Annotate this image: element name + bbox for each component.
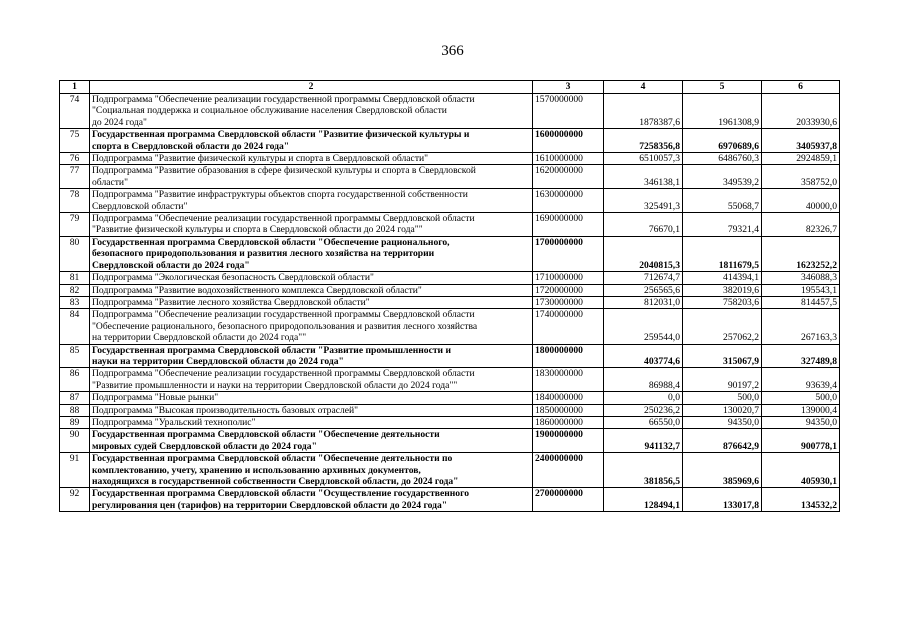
row-number: 77 [60,165,90,189]
program-name-line: Подпрограмма "Развитие лесного хозяйства Свердловской области" [92,296,370,308]
program-name-line: Подпрограмма "Обеспечение реализации государственной программы Свердловской области [92,368,475,380]
value-col4: 6510057,3 [604,153,683,165]
program-name [90,189,533,213]
program-name-line: Подпрограмма "Обеспечение реализации государственной программы Свердловской области [92,94,475,105]
row-number: 78 [60,189,90,213]
value-col6: 405930,1 [762,453,840,488]
table-row [60,272,840,284]
value-col5: 257062,2 [683,309,762,344]
value-col4: 381856,5 [604,453,683,488]
program-name-line: находящихся в государственной собственности Свердловской области, до 2024 года" [92,476,459,487]
value-col5: 758203,6 [683,296,762,308]
value-col6: 346088,3 [762,272,840,284]
program-name-line: Свердловской области до 2024 года" [92,259,250,271]
program-code: 1700000000 [533,236,604,271]
program-name-line: регулирования цен (тарифов) на территории Свердловской области до 2024 года" [92,499,448,511]
program-name [90,416,533,428]
table-row [60,213,840,237]
row-number: 82 [60,284,90,296]
program-name [90,488,533,512]
program-code: 1720000000 [533,284,604,296]
table-row [60,309,840,344]
program-name [90,284,533,296]
value-col6: 82326,7 [762,213,840,237]
value-col6: 40000,0 [762,189,840,213]
row-number: 90 [60,429,90,453]
value-col4: 7258356,8 [604,129,683,153]
program-name [90,272,533,284]
program-name-line: Подпрограмма "Высокая производительность базовых отраслей" [92,404,359,416]
table-row [60,392,840,404]
value-col6: 327489,8 [762,344,840,368]
value-col5: 876642,9 [683,429,762,453]
value-col6: 3405937,8 [762,129,840,153]
value-col5: 385969,6 [683,453,762,488]
table-header-row [60,81,840,94]
value-col6: 93639,4 [762,368,840,392]
row-number: 92 [60,488,90,512]
value-col4: 812031,0 [604,296,683,308]
row-number: 76 [60,153,90,165]
program-code: 1710000000 [533,272,604,284]
program-code: 1610000000 [533,153,604,165]
program-name [90,165,533,189]
value-col6: 94350,0 [762,416,840,428]
table-row [60,296,840,308]
program-code: 1730000000 [533,296,604,308]
program-code: 1740000000 [533,309,604,344]
program-name-line: Подпрограмма "Развитие физической культуры и спорта в Свердловской области" [92,153,429,165]
program-name-line: "Развитие физической культуры и спорта в Свердловской области до 2024 года"" [92,224,423,236]
program-name-line: мировых судей Свердловской области до 2024 года" [92,440,317,452]
value-col5: 90197,2 [683,368,762,392]
value-col6: 1623252,2 [762,236,840,271]
table-row [60,153,840,165]
value-col4: 76670,1 [604,213,683,237]
table-row [60,429,840,453]
program-name-line: Подпрограмма "Экологическая безопасность Свердловской области" [92,272,374,284]
program-name [90,213,533,237]
program-name [90,129,533,153]
value-col5: 500,0 [683,392,762,404]
program-name [90,236,533,271]
program-name-line: Государственная программа Свердловской области "Обеспечение рационального, [92,236,450,248]
program-name-line: Государственная программа Свердловской области "Обеспечение деятельности [92,429,440,441]
program-name-line: области" [92,176,128,188]
table-row [60,129,840,153]
row-number: 91 [60,453,90,488]
program-code: 1690000000 [533,213,604,237]
program-name-line: науки на территории Свердловской области до 2024 года" [92,355,344,367]
value-col4: 325491,3 [604,189,683,213]
value-col6: 134532,2 [762,488,840,512]
value-col5: 133017,8 [683,488,762,512]
row-number: 89 [60,416,90,428]
column-header: 1 [60,81,90,94]
program-name [90,368,533,392]
value-col6: 2924859,1 [762,153,840,165]
table-row [60,404,840,416]
row-number: 74 [60,94,90,129]
program-name [90,296,533,308]
column-header: 5 [683,81,762,94]
column-header: 6 [762,81,840,94]
value-col4: 346138,1 [604,165,683,189]
program-name-line: Подпрограмма "Развитие инфраструктуры объектов спорта государственной собственности [92,189,468,201]
row-number: 75 [60,129,90,153]
program-name-line: безопасного природопользования и развития лесного хозяйства на территории [92,248,435,260]
program-name-line: спорта в Свердловской области до 2024 года" [92,140,290,152]
program-code: 1600000000 [533,129,604,153]
program-code: 1630000000 [533,189,604,213]
value-col5: 94350,0 [683,416,762,428]
program-code: 2700000000 [533,488,604,512]
value-col4: 1878387,6 [604,94,683,129]
column-header: 4 [604,81,683,94]
program-name-line: Подпрограмма "Развитие образования в сфере физической культуры и спорта в Свердловской [92,165,476,177]
value-col4: 128494,1 [604,488,683,512]
value-col6: 267163,3 [762,309,840,344]
program-name-line: Государственная программа Свердловской области "Обеспечение деятельности по [92,453,453,465]
program-code: 1840000000 [533,392,604,404]
value-col6: 195543,1 [762,284,840,296]
program-code: 1570000000 [533,94,604,129]
program-name [90,153,533,165]
program-name-line: Государственная программа Свердловской области "Развитие физической культуры и [92,129,470,141]
value-col4: 2040815,3 [604,236,683,271]
program-name-line: Подпрограмма "Уральский технополис" [92,416,256,428]
row-number: 83 [60,296,90,308]
program-code: 2400000000 [533,453,604,488]
row-number: 84 [60,309,90,344]
value-col6: 900778,1 [762,429,840,453]
value-col4: 86988,4 [604,368,683,392]
table-row [60,453,840,488]
value-col5: 79321,4 [683,213,762,237]
program-name [90,404,533,416]
table-row [60,94,840,129]
program-name-line: Свердловской области" [92,200,188,212]
program-name [90,344,533,368]
program-code: 1900000000 [533,429,604,453]
value-col4: 0,0 [604,392,683,404]
value-col4: 941132,7 [604,429,683,453]
row-number: 79 [60,213,90,237]
value-col6: 814457,5 [762,296,840,308]
row-number: 86 [60,368,90,392]
column-header: 2 [90,81,533,94]
value-col4: 66550,0 [604,416,683,428]
value-col6: 500,0 [762,392,840,404]
program-name [90,309,533,344]
program-name-line: Государственная программа Свердловской области "Развитие промышленности и [92,344,452,356]
value-col5: 130020,7 [683,404,762,416]
table-row [60,416,840,428]
value-col5: 382019,6 [683,284,762,296]
program-name [90,94,533,129]
program-name-line: Подпрограмма "Новые рынки" [92,392,219,404]
program-name [90,453,533,488]
value-col6: 358752,0 [762,165,840,189]
value-col5: 414394,1 [683,272,762,284]
table-row [60,189,840,213]
table-row [60,284,840,296]
row-number: 88 [60,404,90,416]
program-name-line: комплектованию, учету, хранению и использованию архивных документов, [92,464,421,476]
table-row [60,165,840,189]
value-col5: 6970689,6 [683,129,762,153]
value-col4: 256565,6 [604,284,683,296]
value-col4: 712674,7 [604,272,683,284]
row-number: 81 [60,272,90,284]
program-name-line: до 2024 года" [92,116,147,128]
value-col5: 315067,9 [683,344,762,368]
row-number: 85 [60,344,90,368]
table-row [60,368,840,392]
program-name-line: Подпрограмма "Обеспечение реализации государственной программы Свердловской области [92,213,475,225]
row-number: 87 [60,392,90,404]
table-row [60,344,840,368]
value-col5: 1811679,5 [683,236,762,271]
column-header: 3 [533,81,604,94]
budget-table [59,80,840,512]
program-code: 1860000000 [533,416,604,428]
program-name-line: "Развитие промышленности и науки на территории Свердловской области до 2024 года"" [92,379,458,391]
program-name-line: "Социальная поддержка и социальное обслуживание населения Свердловской области [92,105,447,117]
program-name-line: Государственная программа Свердловской области "Осуществление государственного [92,488,470,500]
program-name [90,392,533,404]
program-code: 1620000000 [533,165,604,189]
table-row [60,236,840,271]
value-col5: 1961308,9 [683,94,762,129]
program-name-line: на территории Свердловской области до 2024 года"" [92,332,307,344]
program-name [90,429,533,453]
page-number: 366 [441,43,464,59]
value-col6: 139000,4 [762,404,840,416]
value-col5: 349539,2 [683,165,762,189]
program-name-line: Подпрограмма "Обеспечение реализации государственной программы Свердловской области [92,309,475,321]
value-col4: 259544,0 [604,309,683,344]
program-code: 1830000000 [533,368,604,392]
row-number: 80 [60,236,90,271]
value-col5: 55068,7 [683,189,762,213]
value-col4: 250236,2 [604,404,683,416]
program-code: 1850000000 [533,404,604,416]
value-col5: 6486760,3 [683,153,762,165]
program-name-line: "Обеспечение рационального, безопасного природопользования и развития лесного хозяйства [92,320,478,332]
program-name-line: Подпрограмма "Развитие водохозяйственного комплекса Свердловской области" [92,284,422,296]
program-code: 1800000000 [533,344,604,368]
value-col4: 403774,6 [604,344,683,368]
value-col6: 2033930,6 [762,94,840,129]
table-row [60,488,840,512]
